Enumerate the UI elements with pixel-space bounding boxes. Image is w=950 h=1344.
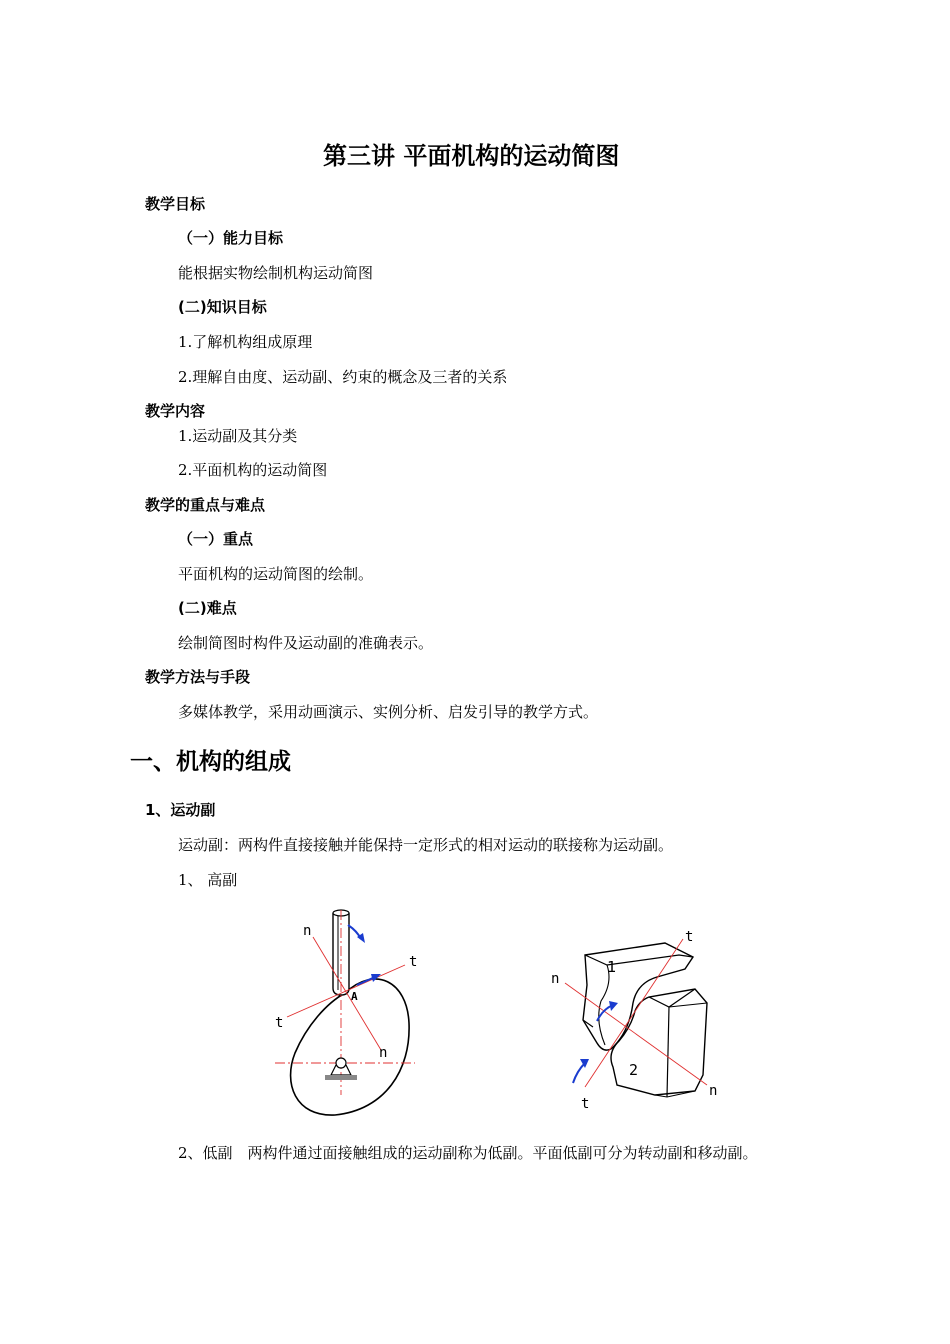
label-point-a: A xyxy=(351,990,358,1003)
subheading-difficulty: (二)难点 xyxy=(178,599,237,617)
subheading-key-point: （一）重点 xyxy=(178,530,254,548)
teaching-methods-text: 多媒体教学，采用动画演示、实例分析、启发引导的教学方式。 xyxy=(178,703,599,721)
cam-follower-figure xyxy=(265,905,440,1125)
document-title: 第三讲 平面机构的运动简图 xyxy=(323,142,620,170)
label-t-bottom: t xyxy=(581,1096,590,1112)
label-t-right: t xyxy=(409,954,418,970)
label-t-top: t xyxy=(685,929,694,945)
label-t-left: t xyxy=(275,1015,284,1031)
high-pair-label: 1、 高副 xyxy=(178,871,238,889)
section-heading-teaching-content: 教学内容 xyxy=(145,402,206,420)
key-point-text: 平面机构的运动简图的绘制。 xyxy=(178,565,374,583)
chapter-heading: 一、机构的组成 xyxy=(130,749,291,775)
low-pair-text: 2、低副 两构件通过面接触组成的运动副称为低副。平面低副可分为转动副和移动副。 xyxy=(178,1144,758,1162)
kinematic-pair-definition: 运动副：两构件直接接触并能保持一定形式的相对运动的联接称为运动副。 xyxy=(178,836,674,854)
teaching-content-item: 2.平面机构的运动简图 xyxy=(178,461,328,479)
knowledge-goal-item: 1.了解机构组成原理 xyxy=(178,333,313,351)
label-part-2: 2 xyxy=(629,1061,639,1079)
subheading-kinematic-pair: 1、运动副 xyxy=(145,801,216,819)
label-part-1: 1 xyxy=(607,958,617,976)
contact-bodies-figure xyxy=(545,925,730,1115)
section-heading-key-points: 教学的重点与难点 xyxy=(145,496,266,514)
label-n-left: n xyxy=(551,971,560,987)
subheading-ability-goal: （一）能力目标 xyxy=(178,229,284,247)
knowledge-goal-item: 2.理解自由度、运动副、约束的概念及三者的关系 xyxy=(178,368,508,386)
label-n-right: n xyxy=(709,1083,718,1099)
teaching-content-item: 1.运动副及其分类 xyxy=(178,427,298,445)
section-heading-teaching-goals: 教学目标 xyxy=(145,195,206,213)
label-n-top: n xyxy=(303,923,312,939)
label-n-bottom: n xyxy=(379,1045,388,1061)
section-heading-teaching-methods: 教学方法与手段 xyxy=(145,668,251,686)
ability-goal-text: 能根据实物绘制机构运动简图 xyxy=(178,264,374,282)
difficulty-text: 绘制简图时构件及运动副的准确表示。 xyxy=(178,634,434,652)
subheading-knowledge-goal: (二)知识目标 xyxy=(178,298,267,316)
